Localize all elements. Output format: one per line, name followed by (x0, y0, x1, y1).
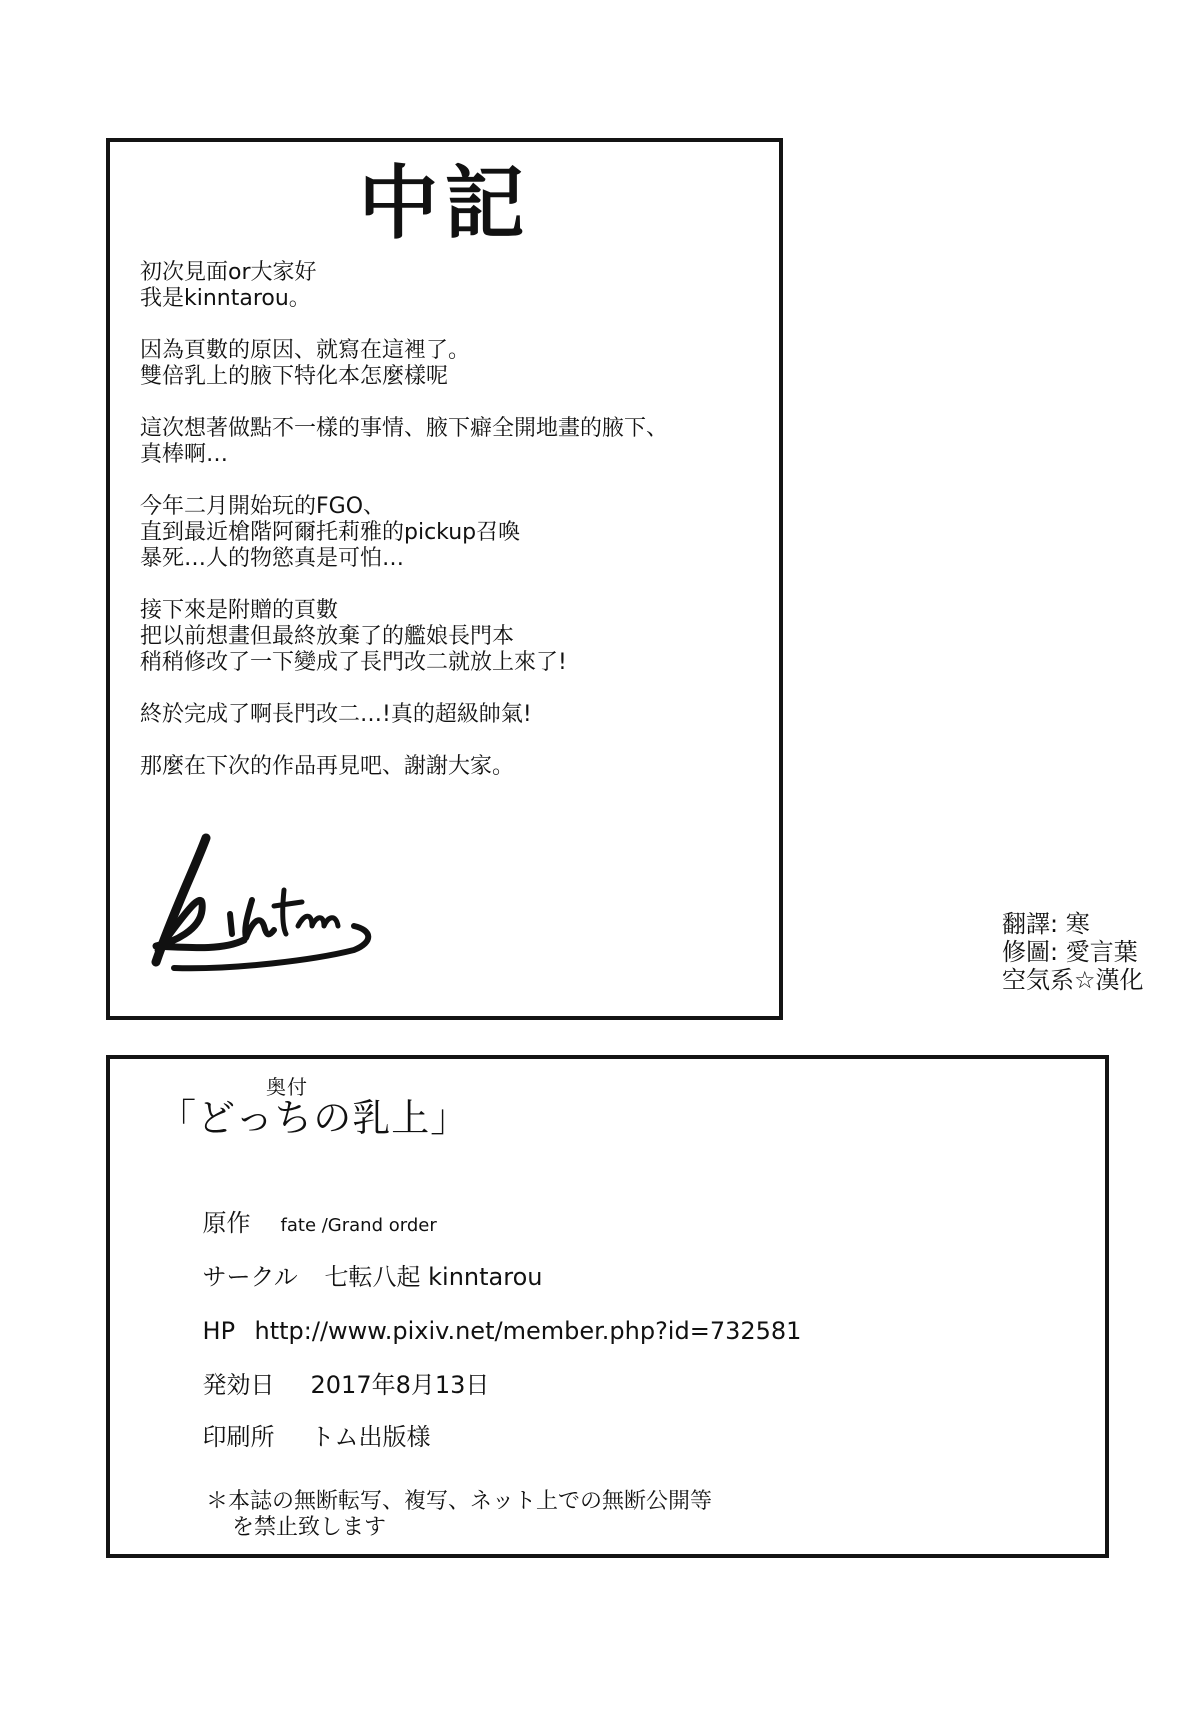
afterword-paragraph: 今年二月開始玩的FGO、 直到最近槍階阿爾托莉雅的pickup召喚 暴死…人的物慾真是可怕… (140, 494, 521, 571)
afterword-paragraph: 接下來是附贈的頁數 把以前想畫但最終放棄了的艦娘長門本 稍稍修改了一下變成了長門改二就放上來了! (140, 598, 567, 675)
afterword-heading: 中記 (358, 157, 531, 250)
row-label: 原作 (202, 1209, 251, 1237)
notice-line: を禁止致します (232, 1515, 387, 1540)
translator-credits (1002, 910, 1144, 994)
afterword-paragraph: 這次想著做點不一樣的事情、腋下癖全開地畫的腋下、 真棒啊… (140, 416, 669, 467)
copyright-notice (206, 1489, 712, 1541)
afterword-paragraph: 初次見面or大家好 我是kinntarou。 (140, 260, 317, 311)
row-label: 発効日 (202, 1371, 275, 1399)
row-value: トム出版様 (310, 1423, 431, 1451)
credit-editing: 修圖: 愛言葉 (1002, 938, 1138, 966)
colophon-title: 「どっちの乳上」 (158, 1096, 470, 1140)
colophon-ruby: 奥付 (266, 1075, 308, 1099)
author-signature (134, 830, 394, 980)
credit-translation: 翻譯: 寒 (1002, 910, 1090, 938)
afterword-box (106, 138, 783, 1020)
afterword-paragraph: 終於完成了啊長門改二…!真的超級帥氣! (140, 702, 532, 727)
row-label: サークル (202, 1263, 298, 1291)
afterword-paragraph: 因為頁數的原因、就寫在這裡了。 雙倍乳上的腋下特化本怎麼樣呢 (140, 338, 471, 389)
row-label: HP (202, 1317, 236, 1345)
credit-group: 空気系☆漢化 (1002, 966, 1144, 994)
afterword-paragraph: 那麼在下次的作品再見吧、謝謝大家。 (140, 754, 515, 779)
colophon-box (106, 1055, 1109, 1558)
homepage-link[interactable]: http://www.pixiv.net/member.php?id=732581 (254, 1317, 802, 1345)
row-value: 七転八起 kinntarou (324, 1263, 543, 1291)
row-value: 2017年8月13日 (310, 1371, 490, 1399)
row-value: fate /Grand order (280, 1215, 437, 1236)
notice-line: ＊本誌の無断転写、複写、ネット上での無断公開等 (206, 1489, 713, 1514)
row-label: 印刷所 (202, 1423, 275, 1451)
colophon-row (172, 1401, 431, 1473)
